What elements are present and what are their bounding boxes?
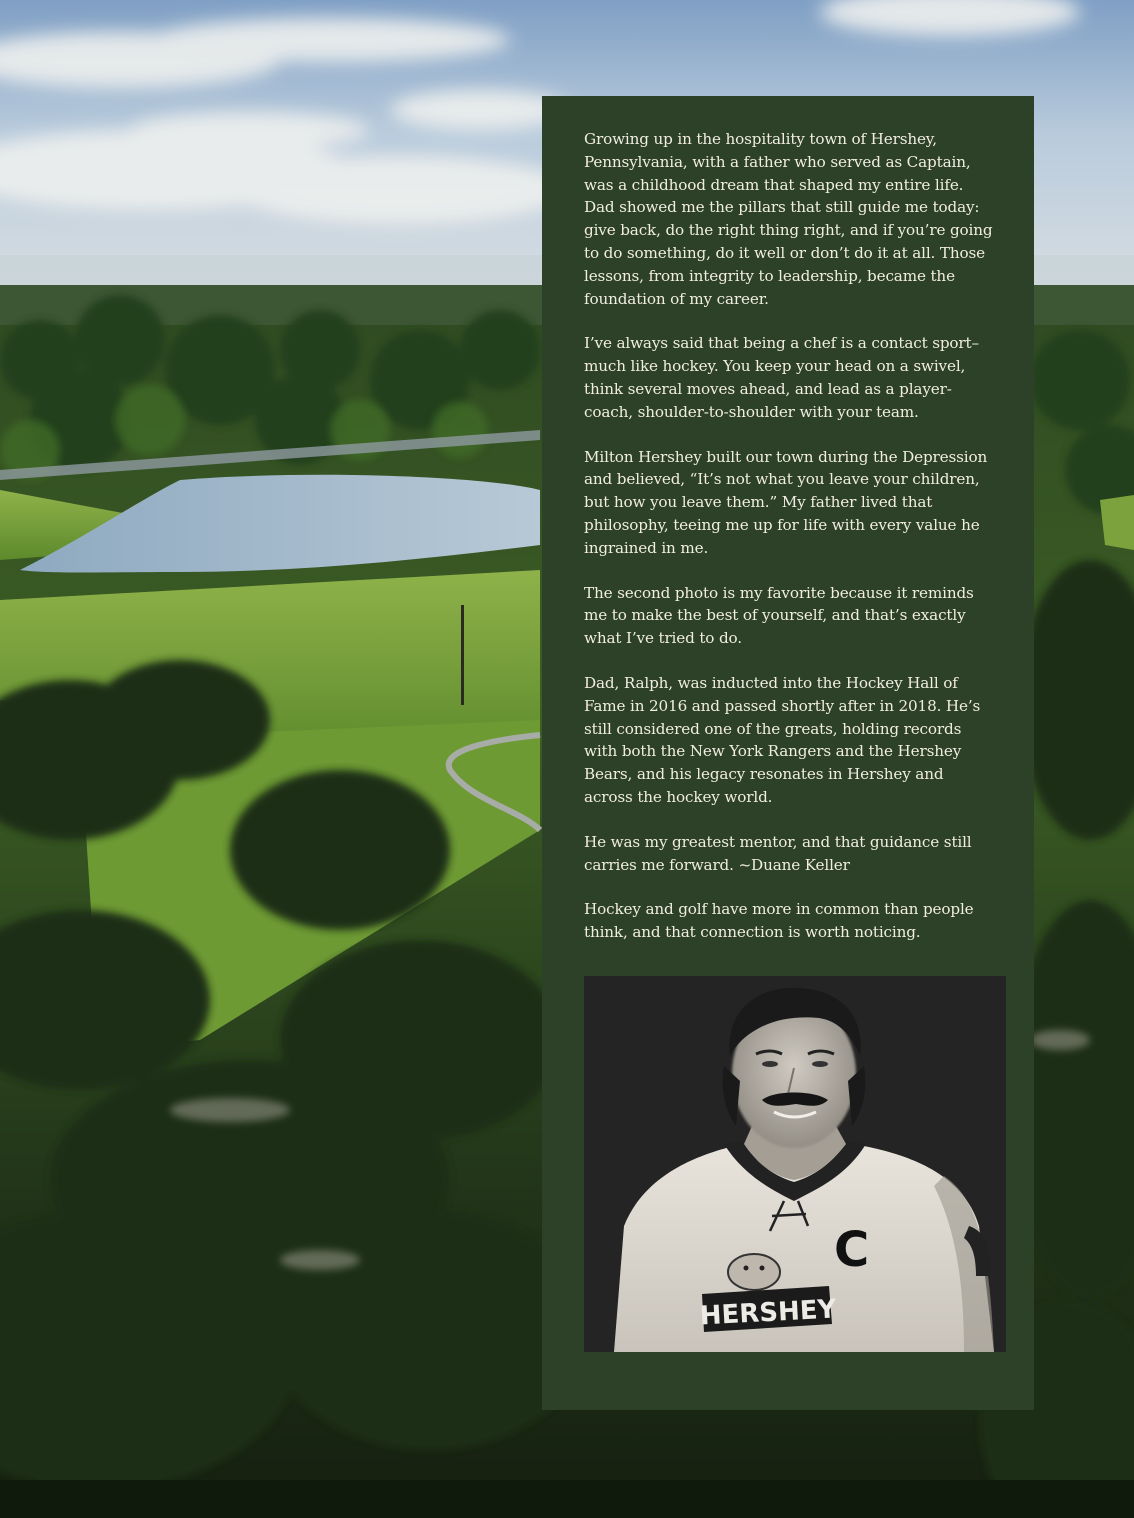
paragraph-second-photo: The second photo is my favorite because it reminds me to make the best of yourself, and that’s exactly what I’ve tried to do. [584, 583, 974, 648]
paragraph-hockey-golf: Hockey and golf have more in common than people think, and that connection is worth noticing. [584, 900, 974, 942]
jersey-captain-letter: C [834, 1222, 870, 1278]
paragraph-hall-of-fame: Dad, Ralph, was inducted into the Hockey Hall of Fame in 2016 and passed shortly after in 2018. He’s still considered one of the greats, holding records with both the New York Rangers and the Hershey Bears, and his legacy resonates in Hershey and across the hockey world. [584, 673, 981, 806]
hockey-player-portrait-photo [584, 976, 1006, 1352]
paragraph-milton-hershey: Milton Hershey built our town during the Depression and believed, “It’s not what you leave your children, but how you leave them.” My father lived that philosophy, teeing me up for life with every value he ingrained in me. [584, 447, 988, 557]
paragraph-mentor-signoff: He was my greatest mentor, and that guidance still carries me forward. ~Duane Keller [584, 832, 972, 874]
paragraph-chef-hockey: I’ve always said that being a chef is a contact sport–much like hockey. You keep your head on a swivel, think several moves ahead, and lead as a player-coach, shoulder-to-shoulder with your team. [584, 334, 979, 421]
jersey-wordmark: HERSHEY [699, 1294, 838, 1332]
paragraph-intro: Growing up in the hospitality town of Hershey, Pennsylvania, with a father who served as Captain, was a childhood dream that shaped my entire life. Dad showed me the pillars that still guide me today: give back, do the right thing right, and if you’re going to do something, do it well or don’t do it at all. Those lessons, from integrity to leadership, became the foundation of my career. [584, 130, 993, 308]
